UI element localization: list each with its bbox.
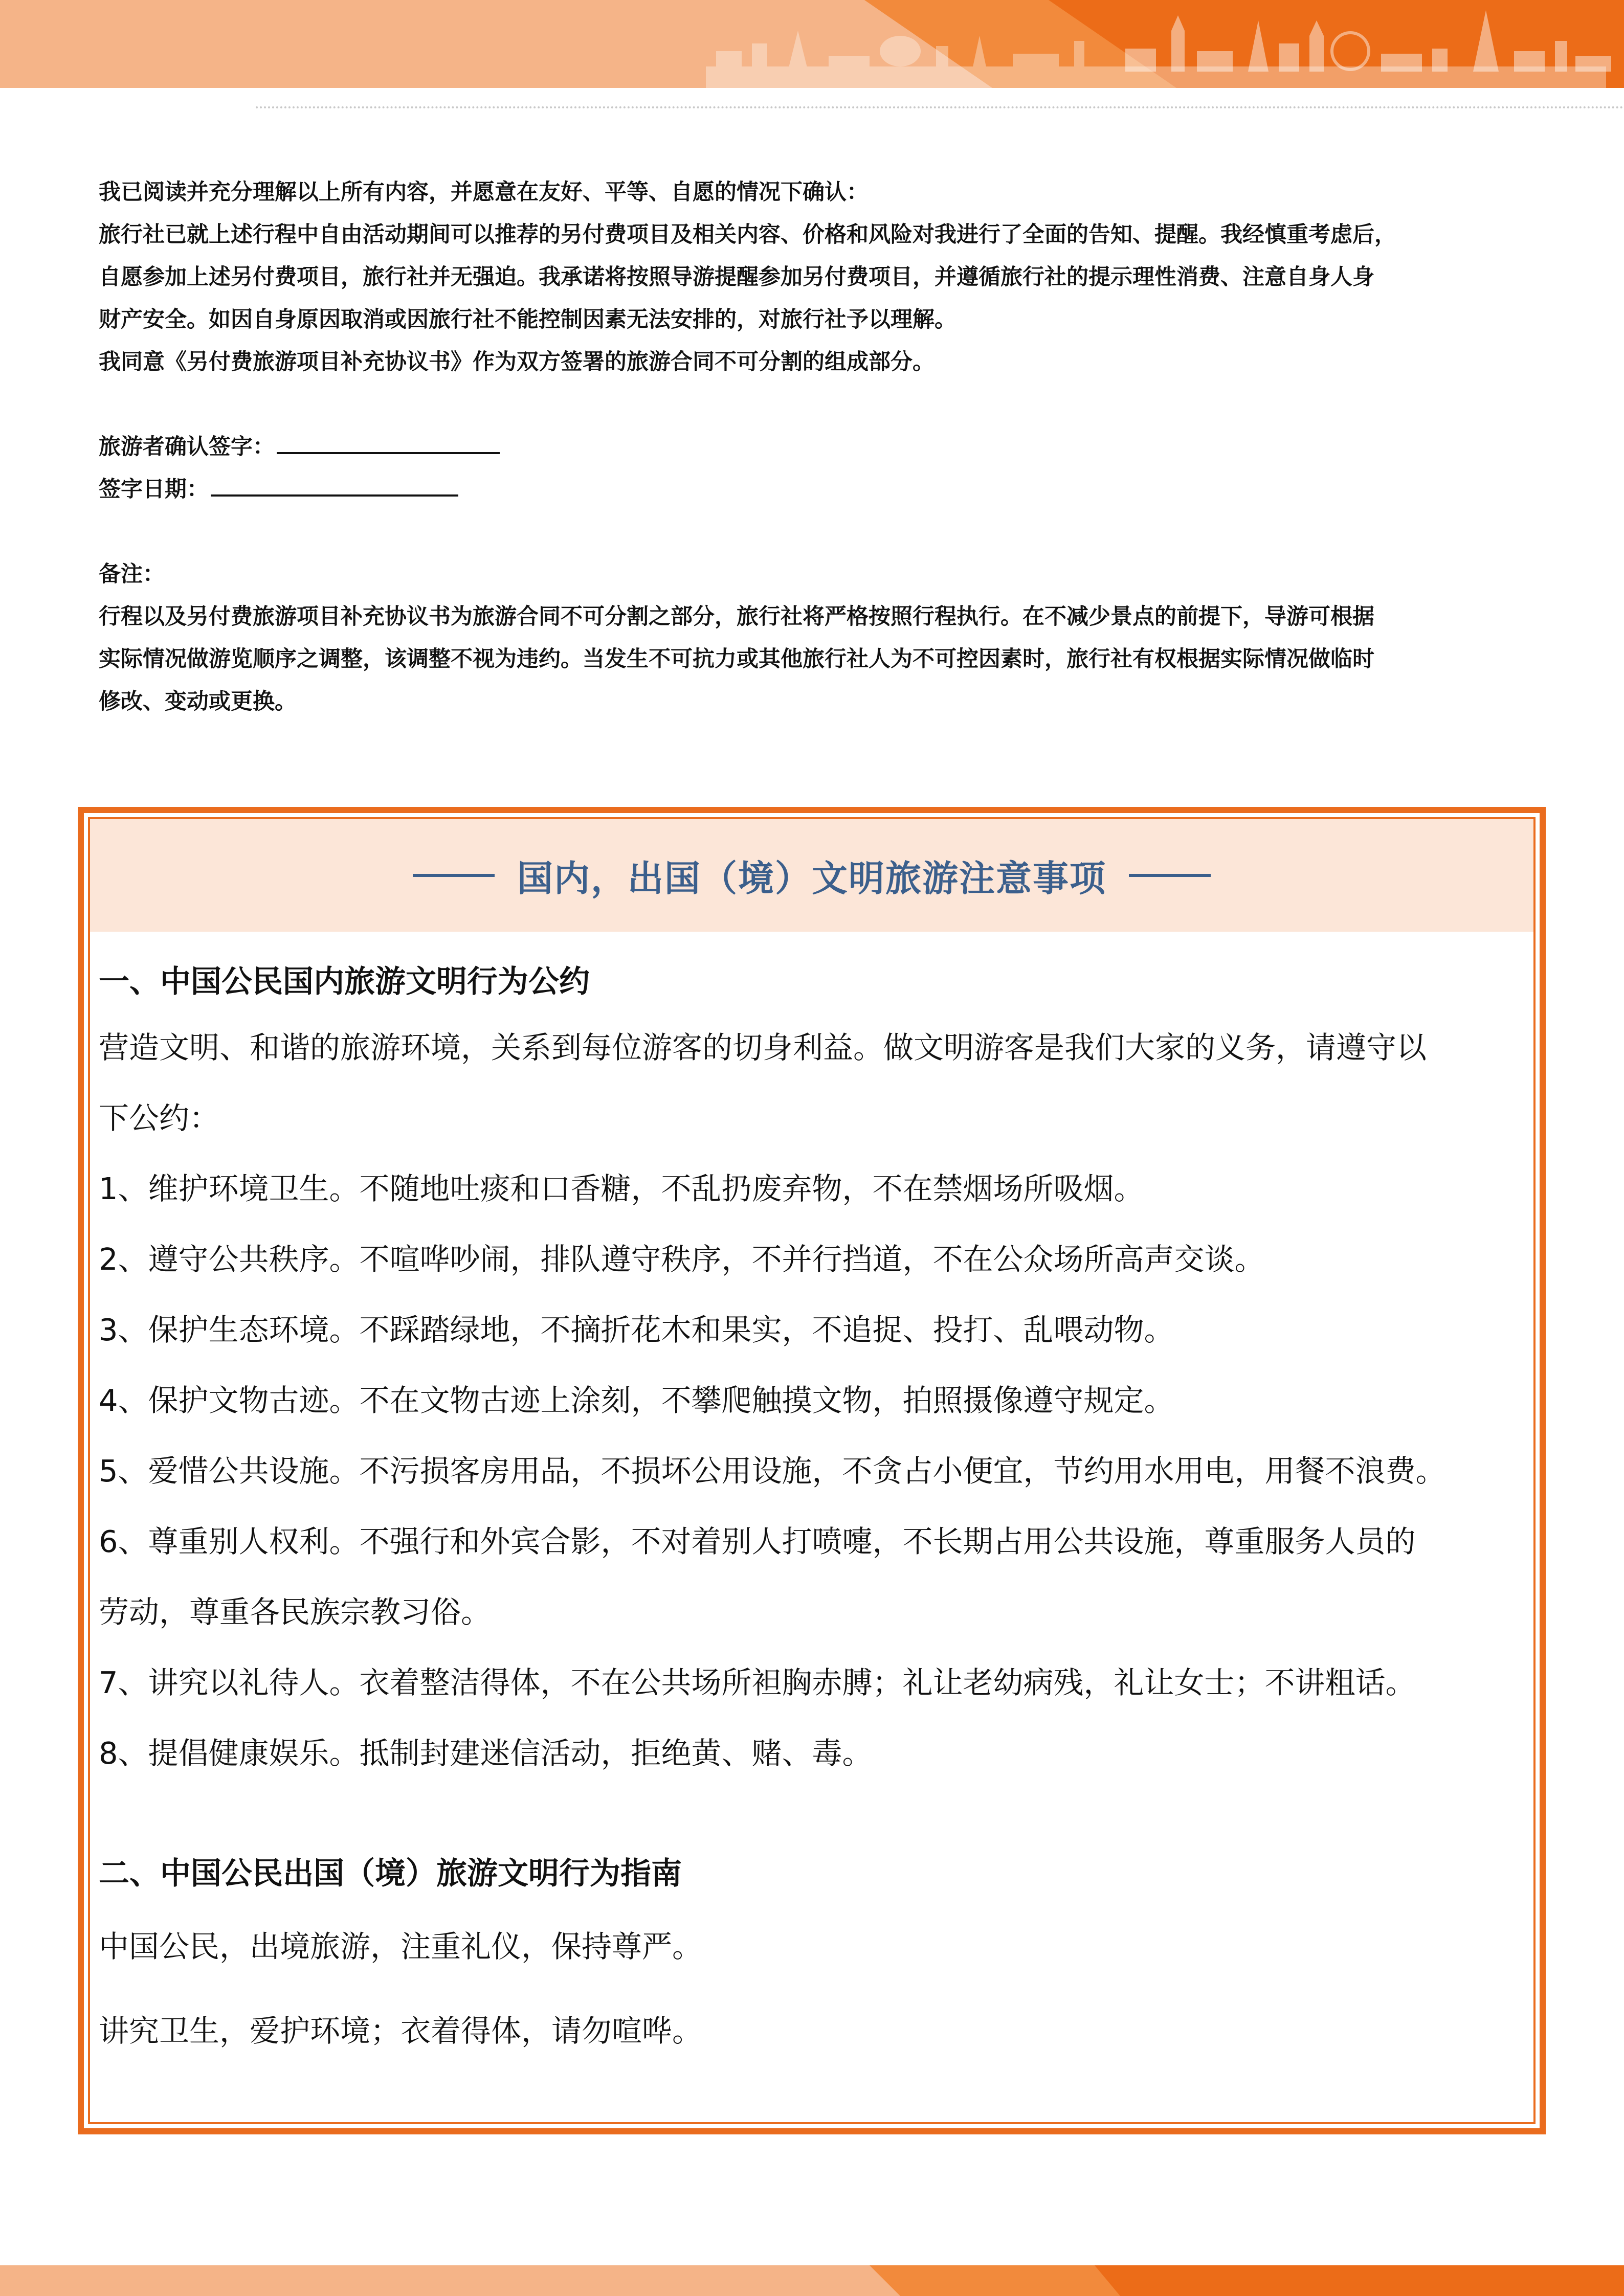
remarks-line-3: 修改、变动或更换。 [99,689,297,714]
signature-field[interactable] [277,430,500,454]
list-item: 5、爱惜公共设施。不污损客房用品，不损坏公用设施，不贪占小便宜，节约用水用电，用餐不浪费。 [99,1453,1446,1489]
spacer [99,511,1531,553]
notice-box-title: 国内，出国（境）文明旅游注意事项 [517,857,1106,899]
list-item: 8、提倡健康娱乐。抵制封建迷信活动，拒绝黄、赌、毒。 [99,1736,873,1771]
title-dash-right [1129,874,1211,877]
notice-box-header [90,819,1533,932]
city-skyline-illustration [0,0,1624,88]
footer-banner [0,2265,1624,2296]
section1-heading: 一、中国公民国内旅游文明行为公约 [99,964,590,1000]
agreement-line-1: 旅行社已就上述行程中自由活动期间可以推荐的另付费项目及相关内容、价格和风险对我进行了全面的告知、提醒。我经慎重考虑后， [99,222,1396,247]
date-field[interactable] [211,472,458,497]
signature-label: 旅游者确认签字： [99,434,275,460]
list-item: 4、保护文物古迹。不在文物古迹上涂刻，不攀爬触摸文物，拍照摄像遵守规定。 [99,1383,1174,1418]
section1-intro-line-1: 营造文明、和谐的旅游环境，关系到每位游客的切身利益。做文明游客是我们大家的义务，请遵守以 [99,1030,1427,1065]
list-item: 6、尊重别人权利。不强行和外宾合影，不对着别人打喷嚏，不长期占用公共设施，尊重服务人员的 [99,1524,1416,1559]
list-item: 劳动，尊重各民族宗教习俗。 [99,1594,492,1630]
remarks-line-1: 行程以及另付费旅游项目补充协议书为旅游合同不可分割之部分，旅行社将严格按照行程执行。在不减少景点的前提下，导游可根据 [99,604,1374,629]
list-item: 7、讲究以礼待人。衣着整洁得体，不在公共场所袒胸赤膊；礼让老幼病残，礼让女士；不讲粗话。 [99,1665,1416,1700]
section2-heading: 二、中国公民出国（境）旅游文明行为指南 [99,1856,682,1892]
remarks-line-2: 实际情况做游览顺序之调整，该调整不视为违约。当发生不可抗力或其他旅行社人为不可控因素时，旅行社有权根据实际情况做临时 [99,646,1374,672]
remarks-label: 备注： [99,561,165,587]
date-label: 签字日期： [99,477,209,502]
spacer [99,1789,1541,1843]
confirmation-section [99,171,1531,723]
footer-stripe-graphic [0,2265,1624,2296]
header-divider [256,106,1624,108]
notice-content [99,951,1541,2073]
consent-line: 我同意《另付费旅游项目补充协议书》作为双方签署的旅游合同不可分割的组成部分。 [99,349,935,375]
confirm-heading: 我已阅读并充分理解以上所有内容，并愿意在友好、平等、自愿的情况下确认： [99,179,869,205]
section1-intro-line-2: 下公约： [99,1100,220,1136]
date-row [99,468,1531,511]
guideline-line: 中国公民，出境旅游，注重礼仪，保持尊严。 [99,1929,703,1964]
title-dash-left [413,874,495,877]
agreement-line-2: 自愿参加上述另付费项目，旅行社并无强迫。我承诺将按照导游提醒参加另付费项目，并遵循旅行社的提示理性消费、注意自身人身 [99,264,1374,290]
agreement-line-3: 财产安全。如因自身原因取消或因旅行社不能控制因素无法安排的，对旅行社予以理解。 [99,307,956,332]
header-banner [0,0,1624,88]
guideline-line: 讲究卫生，爱护环境；衣着得体，请勿喧哗。 [99,2013,703,2049]
signature-row [99,426,1531,468]
spacer [99,384,1531,426]
list-item: 2、遵守公共秩序。不喧哗吵闹，排队遵守秩序，不并行挡道，不在公众场所高声交谈。 [99,1242,1265,1277]
list-item: 1、维护环境卫生。不随地吐痰和口香糖，不乱扔废弃物，不在禁烟场所吸烟。 [99,1171,1144,1206]
list-item: 3、保护生态环境。不踩踏绿地，不摘折花木和果实，不追捉、投打、乱喂动物。 [99,1312,1174,1347]
